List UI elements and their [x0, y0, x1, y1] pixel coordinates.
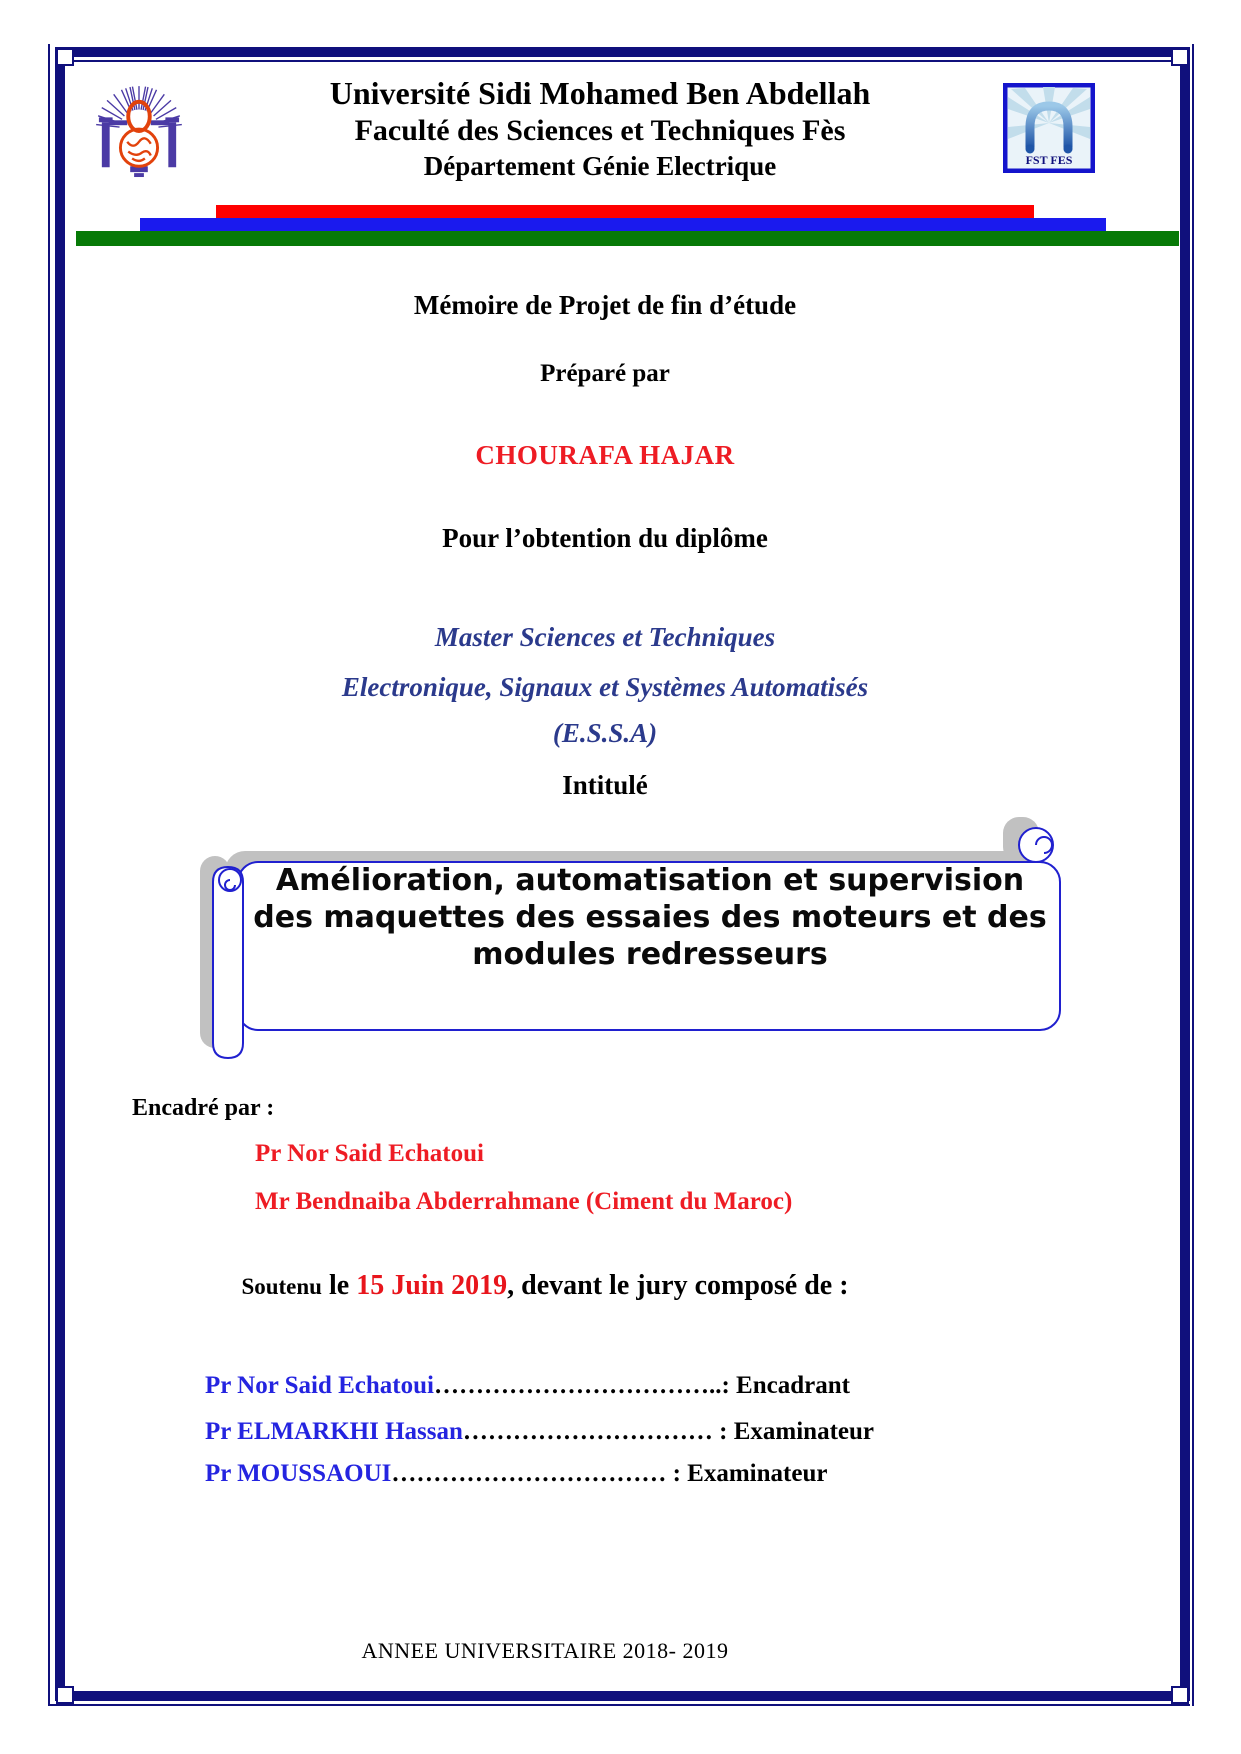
usmba-university-logo [95, 82, 183, 186]
jury-name-1: Pr Nor Said Echatoui [205, 1372, 434, 1399]
defense-date: 15 Juin 2019 [356, 1270, 508, 1301]
master-line-1: Master Sciences et Techniques [434, 622, 776, 652]
thesis-title-line-2: des maquettes des essaies des moteurs et des [253, 900, 1047, 935]
frame-left-thin [48, 44, 50, 1706]
jury-dots-2: ………………………… [462, 1418, 713, 1445]
jury-row-2 [205, 1418, 874, 1446]
academic-year: ANNEE UNIVERSITAIRE 2018- 2019 [361, 1638, 729, 1663]
header-institution-block [200, 74, 1000, 184]
memoire-title: Mémoire de Projet de fin d’étude [413, 290, 797, 320]
jury-dots-3: …………………………… [391, 1460, 667, 1487]
frame-corner-bottom-right [1171, 1686, 1189, 1704]
frame-bottom-thick [55, 1691, 1190, 1701]
jury-name-2: Pr ELMARKHI Hassan [205, 1418, 463, 1445]
jury-role-1: : Encadrant [721, 1372, 850, 1399]
supervised-by-label: Encadré par : [132, 1095, 275, 1121]
green-banner-bar [76, 231, 1179, 246]
frame-left-thick [55, 47, 65, 1701]
prepared-by-label: Préparé par [540, 360, 670, 387]
jury-row-3 [205, 1460, 827, 1488]
frame-top-thin [65, 60, 1175, 62]
thesis-title-line-1: Amélioration, automatisation et supervision [275, 863, 1025, 898]
entitled-label: Intitulé [562, 770, 648, 800]
master-line-2: Electronique, Signaux et Systèmes Automatisés [341, 672, 869, 702]
university-name: Université Sidi Mohamed Ben Abdellah [329, 75, 871, 111]
frame-corner-top-left [56, 48, 74, 66]
supervisor-1: Pr Nor Said Echatoui [255, 1140, 484, 1167]
jury-name-3: Pr MOUSSAOUI [205, 1460, 392, 1487]
defense-line [70, 1270, 1020, 1302]
author-name: CHOURAFA HAJAR [475, 440, 735, 470]
frame-right-thick [1180, 47, 1190, 1701]
thesis-title-line-3: modules redresseurs [472, 937, 828, 972]
blue-banner-bar [140, 218, 1106, 232]
red-banner-bar [216, 205, 1034, 219]
fst-fes-caption: FST FES [1025, 153, 1073, 167]
diploma-line: Pour l’obtention du diplôme [442, 523, 768, 553]
frame-top-thick [55, 47, 1190, 57]
frame-bottom-thin [48, 1704, 1190, 1706]
jury-row-1 [205, 1372, 850, 1400]
defense-word-soutenu: Soutenu [241, 1274, 322, 1299]
jury-role-2: : Examinateur [712, 1418, 875, 1445]
department-name: Département Génie Electrique [423, 151, 777, 181]
jury-dots-1: …………………………….. [433, 1372, 722, 1399]
defense-rest: , devant le jury composé de : [507, 1270, 849, 1301]
frame-right-thin [1192, 44, 1194, 1706]
master-line-3: (E.S.S.A) [552, 718, 658, 748]
faculty-name: Faculté des Sciences et Techniques Fès [354, 114, 846, 147]
jury-role-3: : Examinateur [666, 1460, 828, 1487]
defense-word-le: le [321, 1270, 357, 1301]
fst-fes-logo [1003, 83, 1095, 173]
thesis-title [250, 862, 1050, 973]
frame-corner-bottom-left [56, 1686, 74, 1704]
supervisor-2: Mr Bendnaiba Abderrahmane (Ciment du Maroc) [255, 1188, 793, 1215]
frame-corner-top-right [1171, 48, 1189, 66]
